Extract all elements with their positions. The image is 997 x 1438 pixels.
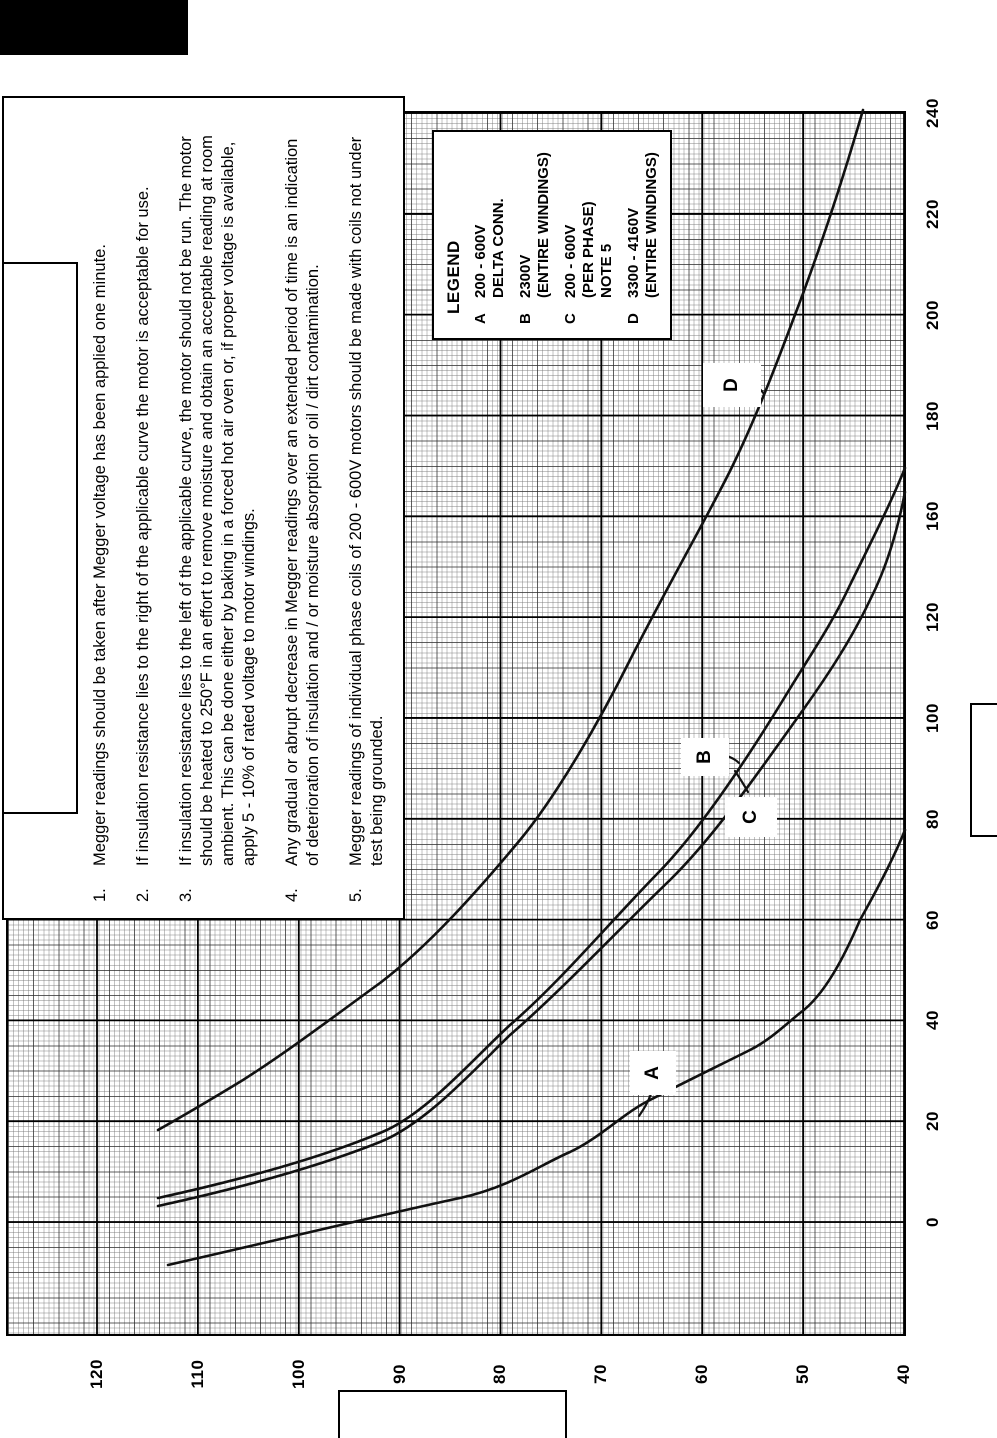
note-4 [282,124,324,902]
x-tick-160: 160 [923,501,942,531]
legend-content [434,132,670,338]
legend-A-line-1: 200 - 600V [472,224,489,298]
note-3-number: 3. [177,888,195,902]
x-tick-60: 60 [923,910,942,930]
note-2-number: 2. [134,888,152,902]
blank-box-bottom [338,1390,567,1438]
y-tick-80: 80 [490,1364,509,1384]
legend-entry-C [562,132,616,324]
note-1 [90,124,111,902]
curve-label-C: C [725,797,777,837]
curve-label-A: A [630,1051,676,1095]
legend-key-D: D [625,313,642,324]
legend-text-C [562,132,616,298]
x-tick-100: 100 [923,703,942,733]
legend-A-line-2: DELTA CONN. [490,198,507,298]
x-tick-180: 180 [923,401,942,431]
legend-entry-D [625,132,661,324]
legend-title: LEGEND [444,240,463,314]
note-1-number: 1. [91,888,109,902]
legend-entry-A [472,132,508,324]
legend-B-line-1: 2300V [517,254,534,298]
y-tick-70: 70 [591,1364,610,1384]
y-tick-110: 110 [188,1359,207,1389]
note-5-text: Megger readings of individual phase coils of 200 - 600V motors should be made with coils not under test being grounded. [347,136,386,866]
legend-D-line-1: 3300 - 4160V [625,207,642,298]
x-tick-240: 240 [923,98,942,128]
x-tick-20: 20 [923,1111,942,1131]
legend-text-A [472,132,508,298]
blank-box-left [2,262,78,814]
x-tick-200: 200 [923,300,942,330]
legend-key-C: C [562,313,579,324]
note-1-text: Megger readings should be taken after Megger voltage has been applied one minute. [91,244,109,866]
curve-label-D: D [703,363,761,407]
x-tick-80: 80 [923,809,942,829]
y-tick-100: 100 [289,1359,308,1389]
legend-D-line-2: (ENTIRE WINDINGS) [643,152,660,298]
redacted-header-bar [0,0,188,55]
y-tick-50: 50 [793,1364,812,1384]
legend-C-line-2: (PER PHASE) [580,201,597,298]
note-2 [133,124,154,902]
legend-B-line-2: (ENTIRE WINDINGS) [535,152,552,298]
legend-C-line-1: 200 - 600V [562,224,579,298]
y-tick-120: 120 [87,1359,106,1389]
note-4-text: Any gradual or abrupt decrease in Megger readings over an extended period of time is an indication of deterioration of insulation and / or moisture absorption or oil / dirt contamination. [283,138,322,866]
legend-key-B: B [517,313,534,324]
note-5-number: 5. [347,888,365,902]
y-tick-40: 40 [894,1364,913,1384]
note-4-number: 4. [283,888,301,902]
legend-text-D [625,132,661,298]
note-3-text: If insulation resistance lies to the left of the applicable curve, the motor should not be run. The motor should be heated to 250°F in an effort to remove moisture and obtain an acceptable reading at room ambient. This can be done either by baking in a forced hot air oven or, if proper voltage is available, apply 5 - 10% of rated voltage to motor windings. [177,135,258,866]
x-tick-40: 40 [923,1010,942,1030]
note-3 [176,124,260,902]
note-5 [346,124,388,902]
legend-key-A: A [472,313,489,324]
legend-C-line-3: NOTE 5 [598,243,615,298]
legend-box [432,130,672,340]
legend-entry-B [517,132,553,324]
x-tick-120: 120 [923,602,942,632]
curve-label-B: B [681,738,729,776]
y-tick-60: 60 [692,1364,711,1384]
note-2-text: If insulation resistance lies to the right of the applicable curve the motor is acceptable for use. [134,186,152,866]
x-tick-0: 0 [923,1217,942,1227]
x-tick-220: 220 [923,199,942,229]
blank-box-right [970,703,997,837]
y-tick-90: 90 [390,1364,409,1384]
legend-text-B [517,132,553,298]
